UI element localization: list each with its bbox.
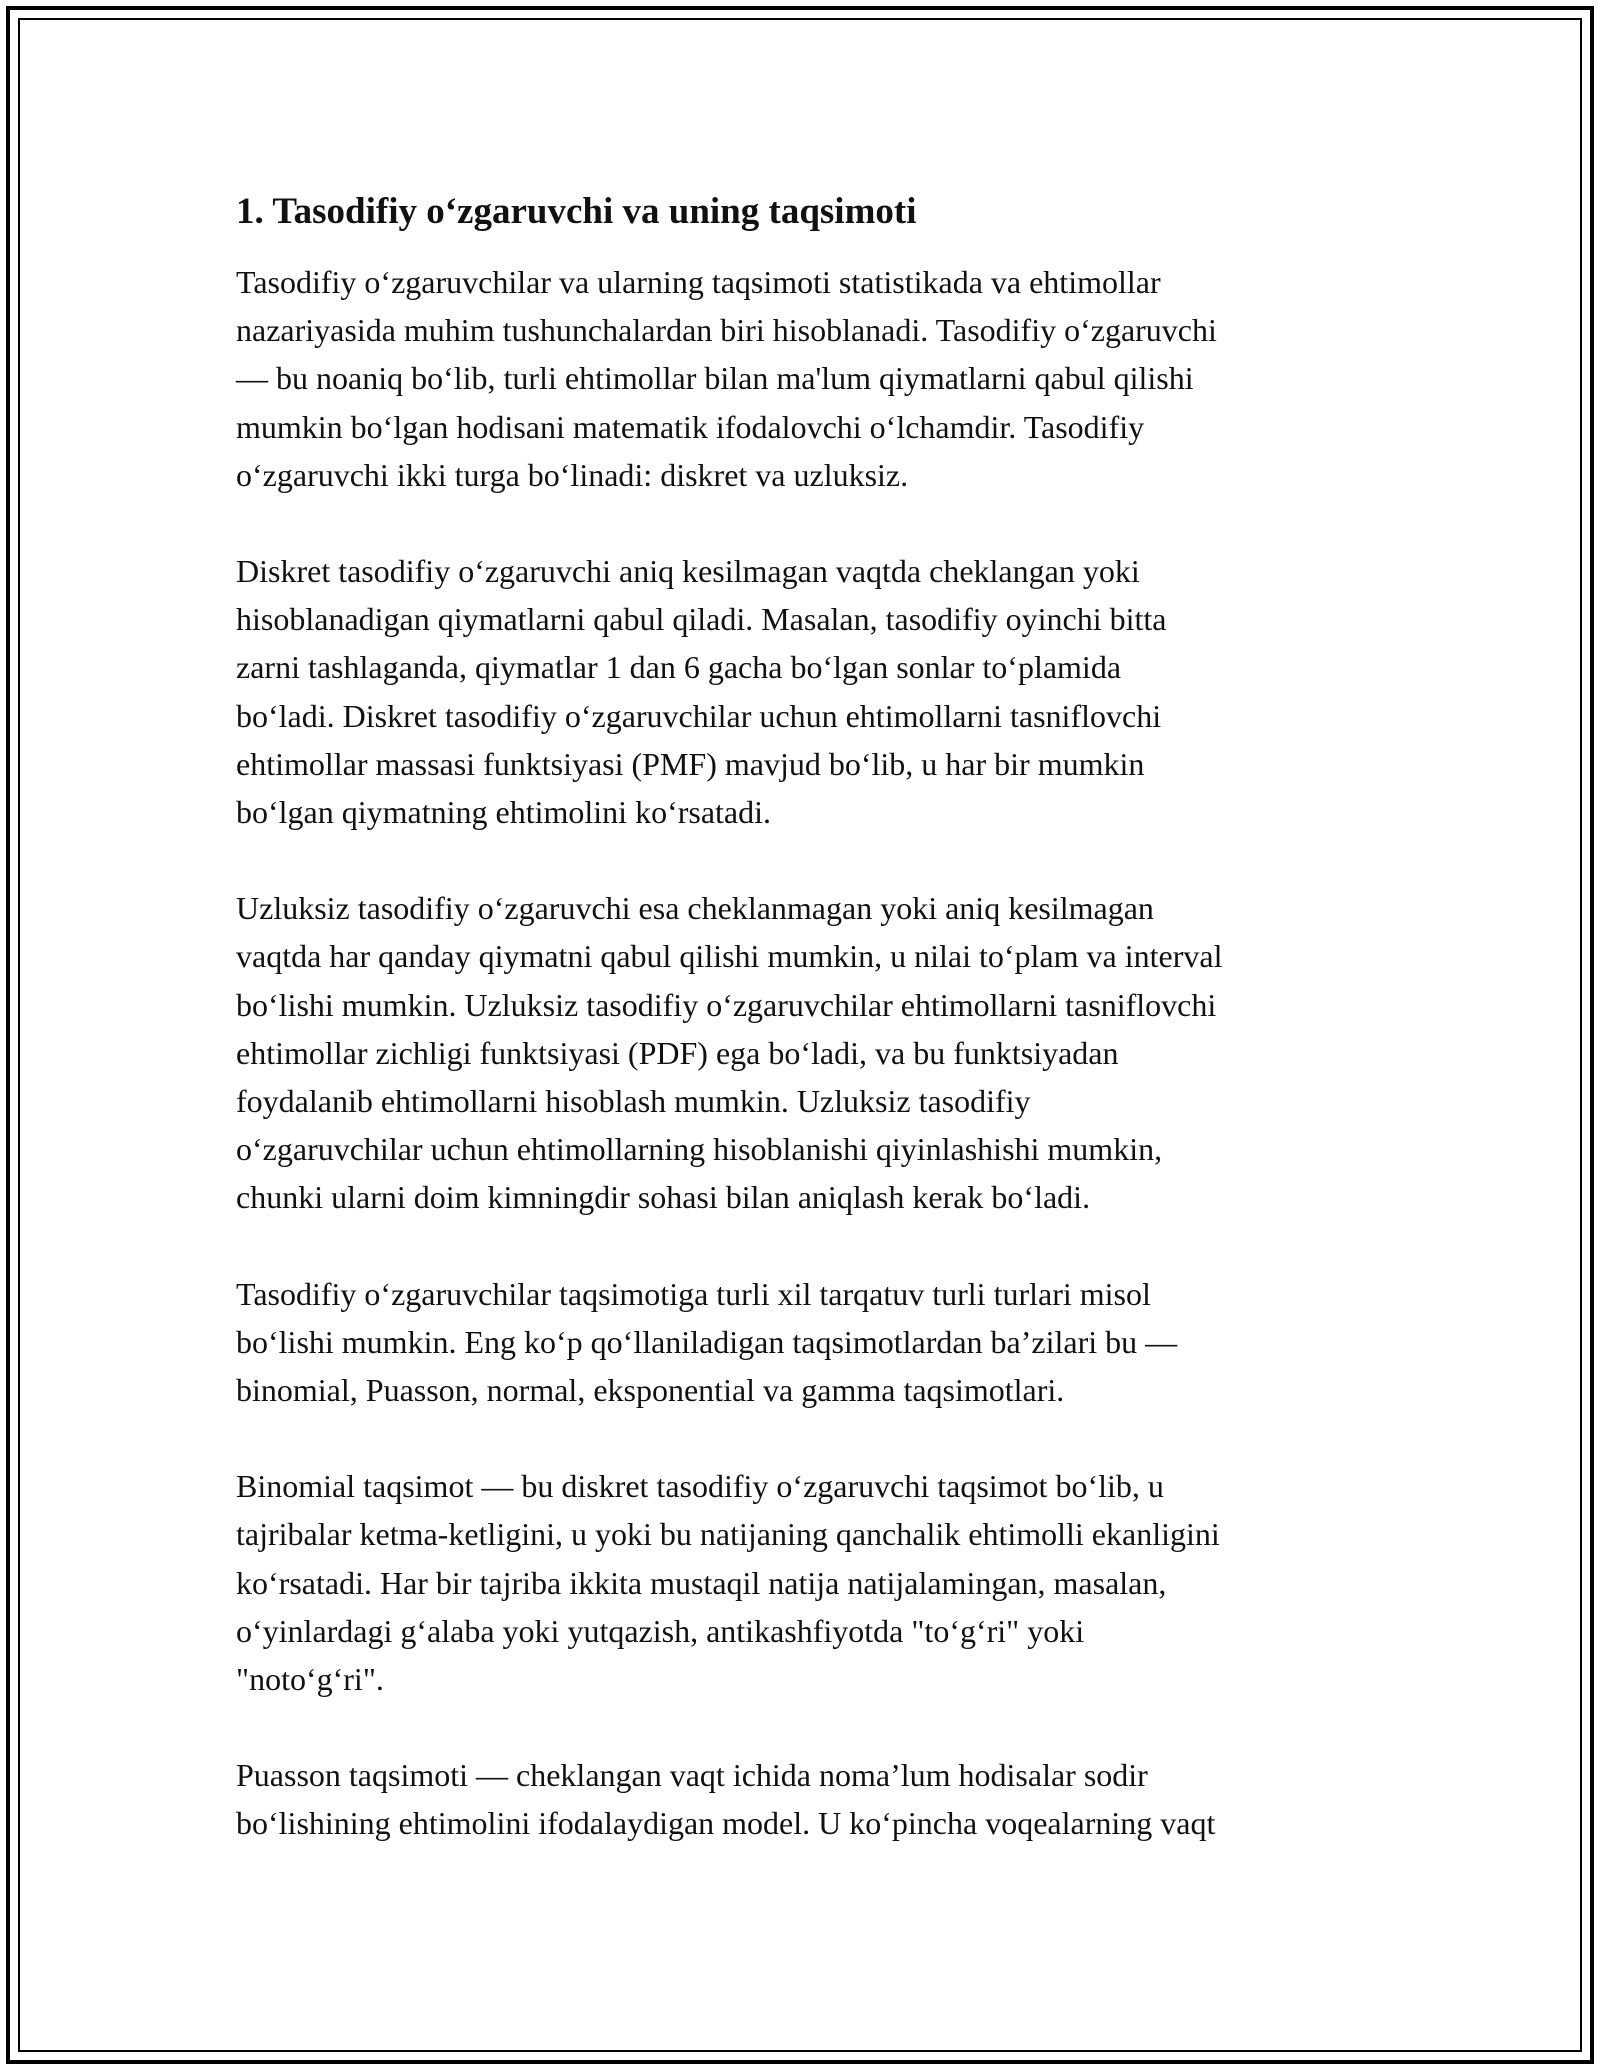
section-heading: 1. Tasodifiy o‘zgaruvchi va uning taqsimoti [236, 191, 917, 232]
paragraph: Tasodifiy o‘zgaruvchilar taqsimotiga turli xil tarqatuv turli turlari misol bo‘lishi mumkin. Eng ko‘p qo‘llaniladigan taqsimotlardan ba’zilari bu — binomial, Puasson, normal, eksponential va gamma taqsimotlari. [236, 1275, 1178, 1409]
paragraph: Diskret tasodifiy o‘zgaruvchi aniq kesilmagan vaqtda cheklangan yoki hisoblanadigan qiymatlarni qabul qiladi. Masalan, tasodifiy oyinchi bitta zarni tashlaganda, qiymatlar 1 dan 6 gacha bo‘lgan sonlar to‘plamida bo‘ladi. Diskret tasodifiy o‘zgaruvchilar uchun ehtimollarni tasniflovchi ehtimollar massasi funktsiyasi (PMF) mavjud bo‘lib, u har bir mumkin bo‘lgan qiymatning ehtimolini ko‘rsatadi. [236, 553, 1167, 831]
paragraph: Uzluksiz tasodifiy o‘zgaruvchi esa cheklanmagan yoki aniq kesilmagan vaqtda har qanday qiymatni qabul qilishi mumkin, u nilai to‘plam va interval bo‘lishi mumkin. Uzluksiz tasodifiy o‘zgaruvchilar ehtimollarni tasniflovchi ehtimollar zichligi funktsiyasi (PDF) ega bo‘ladi, va bu funktsiyadan foydalanib ehtimollarni hisoblash mumkin. Uzluksiz tasodifiy o‘zgaruvchilar uchun ehtimollarning hisoblanishi qiyinlashishi mumkin, chunki ularni doim kimningdir sohasi bilan aniqlash kerak bo‘ladi. [236, 890, 1223, 1216]
paragraph: Tasodifiy o‘zgaruvchilar va ularning taqsimoti statistikada va ehtimollar nazariyasida muhim tushunchalardan biri hisoblanadi. Tasodifiy o‘zgaruvchi — bu noaniq bo‘lib, turli ehtimollar bilan ma'lum qiymatlarni qabul qilishi mumkin bo‘lgan hodisani matematik ifodalovchi o‘lchamdir. Tasodifiy o‘zgaruvchi ikki turga bo‘linadi: diskret va uzluksiz. [236, 264, 1217, 493]
paragraph: Binomial taqsimot — bu diskret tasodifiy o‘zgaruvchi taqsimot bo‘lib, u tajribalar ketma-ketligini, u yoki bu natijaning qanchalik ehtimolli ekanligini ko‘rsatadi. Har bir tajriba ikkita mustaqil natija natijalamingan, masalan, o‘yinlardagi g‘alaba yoki yutqazish, antikashfiyotda "to‘g‘ri" yoki "noto‘g‘ri". [236, 1468, 1220, 1698]
paragraph-list [236, 258, 1374, 1848]
document-body [236, 188, 1374, 1896]
paragraph: Puasson taqsimoti — cheklangan vaqt ichida noma’lum hodisalar sodir bo‘lishining ehtimolini ifodalaydigan model. U ko‘pincha voqealarning vaqt [236, 1757, 1216, 1842]
